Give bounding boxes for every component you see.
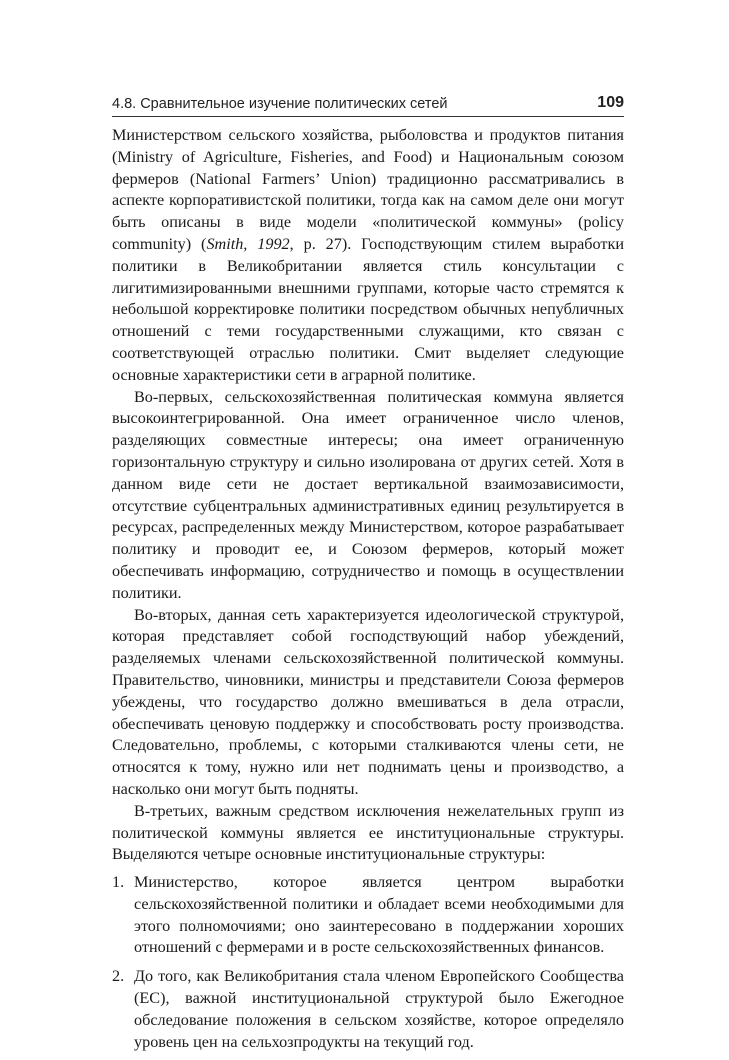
header-rule xyxy=(112,116,624,117)
list-item-text: До того, как Великобритания стала членом Европейского Сообщества (ЕС), важной институциональной структурой было Ежегодное обследование положения в сельском хозяйстве, которое определяло уровень цен на сельхозпродукты на текущий год. xyxy=(134,967,624,1051)
running-head xyxy=(112,92,624,112)
list-item-number: 1. xyxy=(112,873,125,892)
paragraph-3: Во-вторых, данная сеть характеризуется идеологической структурой, которая представляет собой господствующий набор убеждений, разделяемых членами сельскохозяйственной политической коммуны. Правительство, чиновники, министры и представители Союза фермеров убеждены, что государство должно вмешиваться в дела отрасли, обеспечивать ценовую поддержку и способствовать росту производства. Следовательно, проблемы, с которыми сталкиваются члены сети, не относятся к тому, нужно или нет поднимать цены и производство, а насколько они могут быть подняты. xyxy=(112,605,624,798)
paragraph-1-part-b: , p. 27). Господствующим стилем выработки политики в Великобритании является стиль консультации с лигитимизированными внешними группами, которые часто стремятся к небольшой корректировке политики посредством обычных непубличных отношений с теми государственными служащими, кто связан с соответствующей отраслью политики. Смит выделяет следующие основные характеристики сети в аграрной политике. xyxy=(112,234,624,384)
citation: Smith, 1992 xyxy=(206,234,290,253)
list-item xyxy=(112,872,624,959)
paragraph-1 xyxy=(112,125,624,387)
paragraph-2: Во-первых, сельскохозяйственная политическая коммуна является высокоинтегрированной. Она имеет ограниченное число членов, разделяющих совместные интересы; она имеет ограниченную горизонтальную структуру и сильно изолирована от других сетей. Хотя в данном виде сети не достает вертикальной взаимозависимости, отсутствие субцентральных административных единиц результируется в ресурсах, распределенных между Министерством, которое разрабатывает политику и проводит ее, и Союзом фермеров, который может обеспечивать информацию, сотрудничество и помощь в осуществлении политики. xyxy=(112,387,624,602)
list-item xyxy=(112,966,624,1053)
page-number: 109 xyxy=(597,94,624,111)
list-item-number: 2. xyxy=(112,967,125,986)
section-title: 4.8. Сравнительное изучение политических сетей xyxy=(112,96,448,112)
paragraph-4: В-третьих, важным средством исключения нежелательных групп из политической коммуны является ее институциональные структуры. Выделяются четыре основные институциональные структуры: xyxy=(112,801,624,864)
body-text xyxy=(112,125,624,1060)
numbered-list xyxy=(112,872,624,1053)
paragraph-1-part-a: Министерством сельского хозяйства, рыболовства и продуктов питания (Ministry of Agriculture, Fisheries, and Food) и Национальным союзом фермеров (National Farmers’ Union) традиционно рассматривались в аспекте корпоративистской политики, тогда как на самом деле они могут быть описаны в виде модели «политической коммуны» (policy community) ( xyxy=(112,126,624,253)
list-item-text: Министерство, которое является центром выработки сельскохозяйственной политики и обладает всеми необходимыми для этого полномочиями; оно заинтересовано в поддержании хороших отношений с фермерами и в росте сельскохозяйственных финансов. xyxy=(134,873,624,957)
